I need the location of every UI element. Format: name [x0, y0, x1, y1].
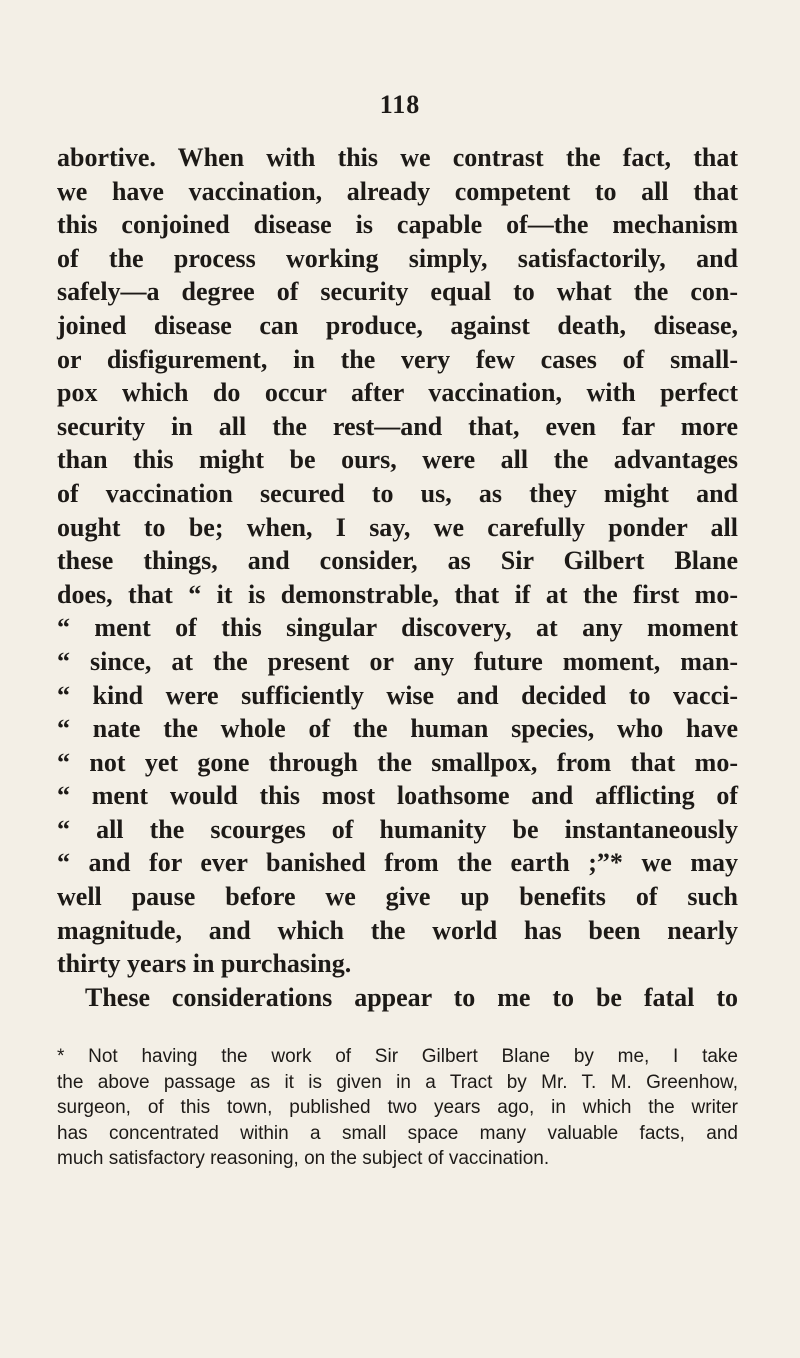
body-line: “ since, at the present or any future moment, man- [57, 646, 738, 676]
body-line: well pause before we give up benefits of such [57, 882, 738, 912]
footnote [57, 1044, 738, 1172]
body-line: magnitude, and which the world has been nearly [57, 915, 738, 945]
body-line: does, that “ it is demonstrable, that if at the first mo- [57, 579, 738, 609]
body-line: abortive. When with this we contrast the fact, that [57, 143, 738, 172]
body-line: of vaccination secured to us, as they might and [57, 478, 738, 508]
body-line: pox which do occur after vaccination, with perfect [57, 378, 738, 408]
body-line: “ ment of this singular discovery, at any moment [57, 613, 738, 643]
body-line: we have vaccination, already competent to all that [57, 176, 738, 206]
body-line: These considerations appear to me to be fatal to [85, 982, 738, 1012]
body-line: safely—a degree of security equal to what the con- [57, 277, 738, 307]
body-line: “ not yet gone through the smallpox, from that mo- [57, 747, 738, 777]
body-line: “ kind were sufficiently wise and decided to vacci- [57, 680, 738, 710]
body-line: “ and for ever banished from the earth ;”* we may [57, 848, 738, 878]
body-line: “ all the scourges of humanity be instantaneously [57, 814, 738, 844]
body-line: or disfigurement, in the very few cases of small- [57, 344, 738, 374]
page-number: 118 [379, 90, 421, 119]
body-line: than this might be ours, were all the advantages [57, 445, 738, 475]
body-line: this conjoined disease is capable of—the mechanism [57, 210, 738, 240]
footnote-line: the above passage as it is given in a Tract by Mr. T. M. Greenhow, [57, 1071, 738, 1093]
body-line: thirty years in purchasing. [57, 949, 352, 979]
footnote-line: surgeon, of this town, published two years ago, in which the writer [57, 1097, 738, 1118]
body-line: joined disease can produce, against death, disease, [57, 310, 738, 340]
body-line: of the process working simply, satisfactorily, and [57, 243, 738, 273]
footnote-line: much satisfactory reasoning, on the subject of vaccination. [57, 1148, 550, 1169]
body-line: “ ment would this most loathsome and afflicting of [57, 781, 738, 811]
body-text [57, 141, 738, 1014]
body-line: ought to be; when, I say, we carefully ponder all [57, 512, 738, 542]
footnote-line: has concentrated within a small space many valuable facts, and [57, 1122, 738, 1144]
body-line: security in all the rest—and that, even far more [57, 411, 738, 441]
body-line: “ nate the whole of the human species, who have [57, 714, 738, 744]
body-line: these things, and consider, as Sir Gilbert Blane [57, 546, 738, 576]
footnote-line: * Not having the work of Sir Gilbert Blane by me, I take [57, 1046, 738, 1067]
